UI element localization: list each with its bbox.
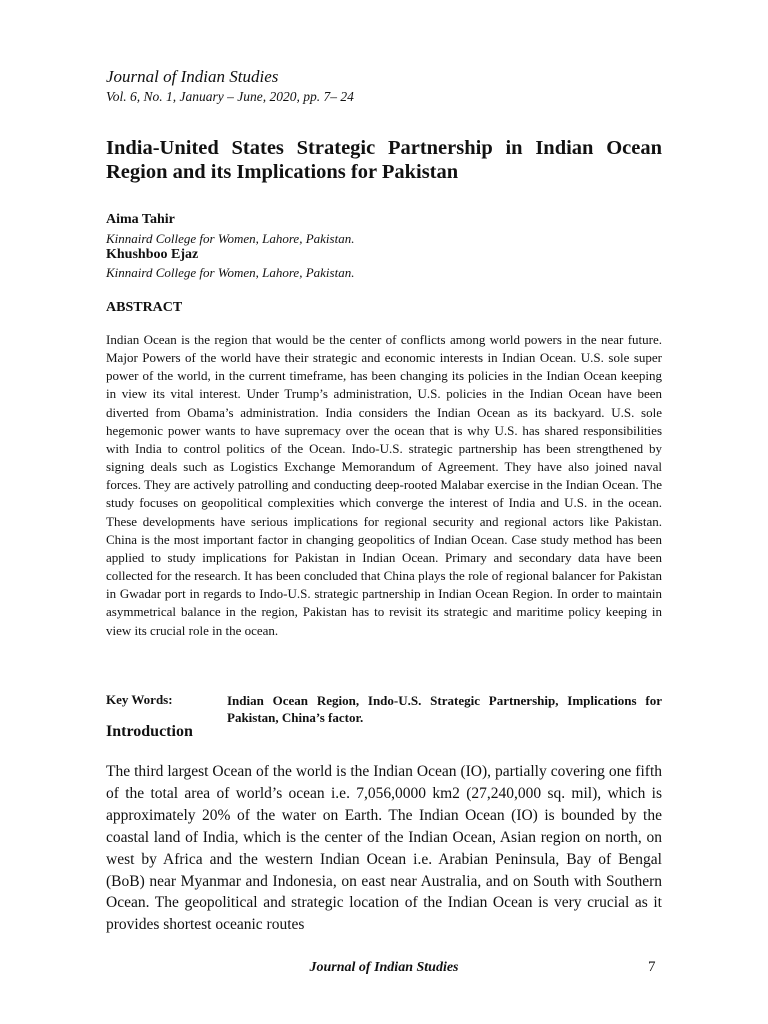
keywords-text: Indian Ocean Region, Indo-U.S. Strategic Partnership, Implications for Pakistan, China’s factor.	[227, 693, 662, 725]
author-name: Aima Tahir	[106, 212, 175, 227]
journal-name: Journal of Indian Studies	[106, 67, 279, 86]
author-affiliation: Kinnaird College for Women, Lahore, Pakistan.	[106, 231, 355, 246]
journal-volume: Vol. 6, No. 1, January – June, 2020, pp. 7– 24	[106, 89, 354, 104]
author-name: Khushboo Ejaz	[106, 247, 199, 262]
keywords-label: Key Words:	[106, 692, 173, 707]
introduction-text: The third largest Ocean of the world is the Indian Ocean (IO), partially covering one fifth of the total area of world’s ocean i.e. 7,056,0000 km2 (27,240,000 sq. mil), which is approximately 20% of the water on Earth. The Indian Ocean (IO) is bounded by the coastal land of India, which is the center of the Indian Ocean, Asian region on north, on west by Africa and the western Indian Ocean i.e. Arabian Peninsula, Bay of Bengal (BoB) near Myanmar and Indonesia, on east near Australia, and on South with Southern Ocean. The geopolitical and strategic location of the Indian Ocean is very crucial as it provides shortest oceanic routes	[106, 763, 662, 934]
abstract-heading: ABSTRACT	[106, 300, 183, 315]
introduction-heading: Introduction	[106, 723, 193, 740]
article-title: India-United States Strategic Partnership in Indian Ocean Region and its Implications for Pakistan	[106, 137, 662, 183]
abstract-text: Indian Ocean is the region that would be the center of conflicts among world powers in the near future. Major Powers of the world have their strategic and economic interests in Indian Ocean. U.S. sole super power of the world, in the current timeframe, has been changing its policies in the Indian Ocean keeping in view its vital interest. Under Trump’s administration, U.S. policies in the Indian Ocean have been diverted from Obama’s administration. India considers the Indian Ocean as its backyard. U.S. sole hegemonic power wants to have supremacy over the ocean that is why U.S. has shared responsibilities with India to control politics of the Ocean. Indo-U.S. strategic partnership has been strengthened by signing deals such as Logistics Exchange Memorandum of Agreement. They have also joined naval forces. They are actively patrolling and conducting deep-rooted Malabar exercise in the Indian Ocean. The study focuses on geopolitical complexities which converge the interest of India and U.S. in the ocean. These developments have serious implications for regional security and regional actors like Pakistan. China is the most important factor in changing geopolitics of Indian Ocean. Case study method has been applied to study implications for Pakistan in Indian Ocean. Primary and secondary data have been collected for the research. It has been concluded that China plays the role of regional balancer for Pakistan in Gwadar port in regards to Indo-U.S. strategic partnership in Indian Ocean Region. In order to maintain asymmetrical balance in the region, Pakistan has to revisit its strategic and maritime policy keeping in view its crucial role in the ocean.	[106, 332, 662, 638]
footer-journal-name: Journal of Indian Studies	[309, 960, 459, 975]
page-number: 7	[648, 959, 656, 975]
author-affiliation: Kinnaird College for Women, Lahore, Pakistan.	[106, 265, 355, 280]
